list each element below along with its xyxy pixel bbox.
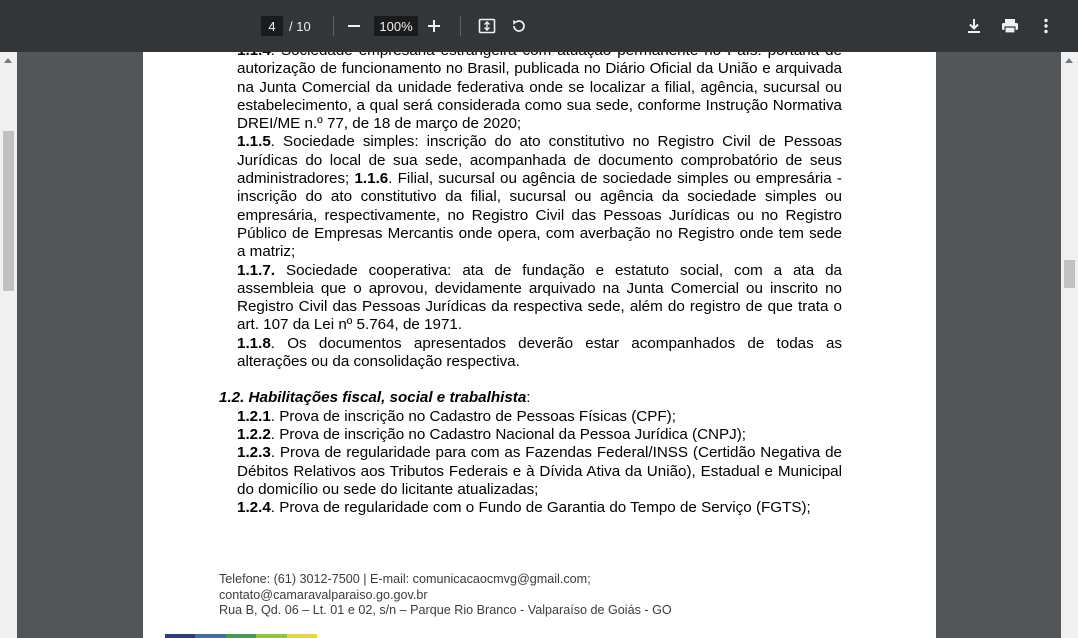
toolbar-divider-1 xyxy=(333,0,334,52)
item-number: 1.1.7. xyxy=(237,261,275,279)
paragraph-1-1-4 xyxy=(237,42,842,133)
color-segment xyxy=(226,634,256,638)
pdf-page xyxy=(143,52,936,638)
item-number: 1.2.1 xyxy=(237,407,271,425)
item-number: 1.2.2 xyxy=(237,425,271,443)
paragraph-1-1-5 xyxy=(237,133,842,261)
item-text: . Sociedade simples: inscrição do ato constitutivo no Registro Civil de Pessoas Jurídicas do local de sua sede, acompanhada de documento comprobatório de seus administradores; xyxy=(237,133,842,188)
section-heading xyxy=(219,389,842,407)
item-text: . Os documentos apresentados deverão estar acompanhados de todas as alterações ou da consolidação respectiva. xyxy=(237,334,842,371)
item-number: 1.1.8 xyxy=(237,334,271,352)
paragraph-1-2-2 xyxy=(237,426,842,444)
paragraph-1-2-4 xyxy=(237,499,842,517)
action-buttons xyxy=(960,0,1060,52)
item-text: . Prova de inscrição no Cadastro de Pessoas Físicas (CPF); xyxy=(270,407,676,425)
left-scrollbar[interactable] xyxy=(0,52,17,638)
right-scrollbar[interactable] xyxy=(1061,52,1078,638)
divider xyxy=(333,16,334,36)
color-segment xyxy=(287,634,317,638)
print-icon xyxy=(1001,18,1019,34)
more-vert-icon xyxy=(1043,18,1049,34)
zoom-level-input[interactable] xyxy=(374,16,418,36)
page-footer xyxy=(219,572,859,619)
scroll-up-arrow-icon[interactable] xyxy=(4,58,12,63)
item-number: 1.2.3 xyxy=(237,444,271,462)
item-number: 1.2.4 xyxy=(237,499,271,517)
item-number: 1.1.6 xyxy=(354,170,389,188)
pdf-toolbar xyxy=(0,0,1078,52)
scroll-up-arrow-icon[interactable] xyxy=(1065,58,1073,63)
item-text: . Prova de regularidade para com as Fazendas Federal/INSS (Certidão Negativa de Débitos Relativos aos Tributos Federais e à Dívida Ativa da União), Estadual e Municipal do domicílio ou sede do licitante atualizadas; xyxy=(237,444,842,498)
footer-email: contato@camaravalparaiso.go.gov.br xyxy=(219,587,428,602)
paragraph-1-2-1 xyxy=(237,408,842,426)
color-segment xyxy=(256,634,286,638)
rotate-icon xyxy=(510,17,528,35)
paragraph-1-2-3 xyxy=(237,444,842,499)
rotate-button[interactable] xyxy=(505,12,533,40)
fit-page-button[interactable] xyxy=(473,12,501,40)
divider xyxy=(460,16,461,36)
zoom-in-button[interactable] xyxy=(420,12,448,40)
zoom-in-icon xyxy=(427,19,441,33)
page-nav xyxy=(261,0,311,52)
item-text: autorização de funcionamento no Brasil, publicada no Diário Oficial da União e arquivada na Junta Comercial da unidade federativa onde se localizar a filial, agência, sucursal ou estabelecimento, a qual será considerada como sua sede, conforme Instrução Normativa DREI/ME n.º 77, de 18 de março de 2020; xyxy=(237,60,842,133)
page-number-input[interactable] xyxy=(261,16,283,36)
zoom-out-button[interactable] xyxy=(340,12,368,40)
footer-contact: Telefone: (61) 3012-7500 | E-mail: comunicacaocmvg@gmail.com; xyxy=(219,572,591,586)
view-controls xyxy=(473,0,533,52)
fit-page-icon xyxy=(478,17,496,35)
item-number: 1.1.5 xyxy=(237,133,271,151)
print-button[interactable] xyxy=(996,12,1024,40)
zoom-controls xyxy=(340,0,448,52)
paragraph-1-1-7 xyxy=(237,262,842,335)
download-button[interactable] xyxy=(960,12,988,40)
scrollbar-thumb[interactable] xyxy=(3,131,14,291)
footer-address: Rua B, Qd. 06 – Lt. 01 e 02, s/n – Parque Rio Branco - Valparaíso de Goiás - GO xyxy=(219,603,672,617)
page-total: / 10 xyxy=(289,18,311,34)
color-segment xyxy=(165,634,195,638)
item-text: . Prova de inscrição no Cadastro Nacional da Pessoa Jurídica (CNPJ); xyxy=(270,425,747,443)
download-icon xyxy=(966,18,982,34)
document-body xyxy=(219,42,842,517)
paragraph-1-1-8 xyxy=(237,335,842,372)
more-options-button[interactable] xyxy=(1032,12,1060,40)
item-text: . Filial, sucursal ou agência de sociedade simples ou empresária - inscrição do ato constitutivo da filial, sucursal ou agência da sociedade simples ou empresária, respectivamente, no Registro Civil das Pessoas Jurídicas ou no Registro Público de Empresas Mercantis onde opera, com averbação no Registro onde tem sede a matriz; xyxy=(237,170,842,261)
toolbar-divider-2 xyxy=(460,0,461,52)
footer-color-bar xyxy=(165,634,317,638)
section-title: 1.2. Habilitações fiscal, social e trabalhista xyxy=(219,389,527,407)
section-colon: : xyxy=(526,389,531,407)
color-segment xyxy=(195,634,225,638)
item-text: . Prova de regularidade com o Fundo de Garantia do Tempo de Serviço (FGTS); xyxy=(270,499,811,517)
item-text: Sociedade cooperativa: ata de fundação e estatuto social, com a ata da assembleia que o aprovou, devidamente arquivado na Junta Comercial ou inscrito no Registro Civil das Pessoas Jurídicas da respectiva sede, além do registro de que trata o art. 107 da Lei nº 5.764, de 1971. xyxy=(237,261,842,334)
scrollbar-thumb[interactable] xyxy=(1064,260,1075,288)
zoom-out-icon xyxy=(347,19,361,33)
spacer xyxy=(237,371,842,389)
